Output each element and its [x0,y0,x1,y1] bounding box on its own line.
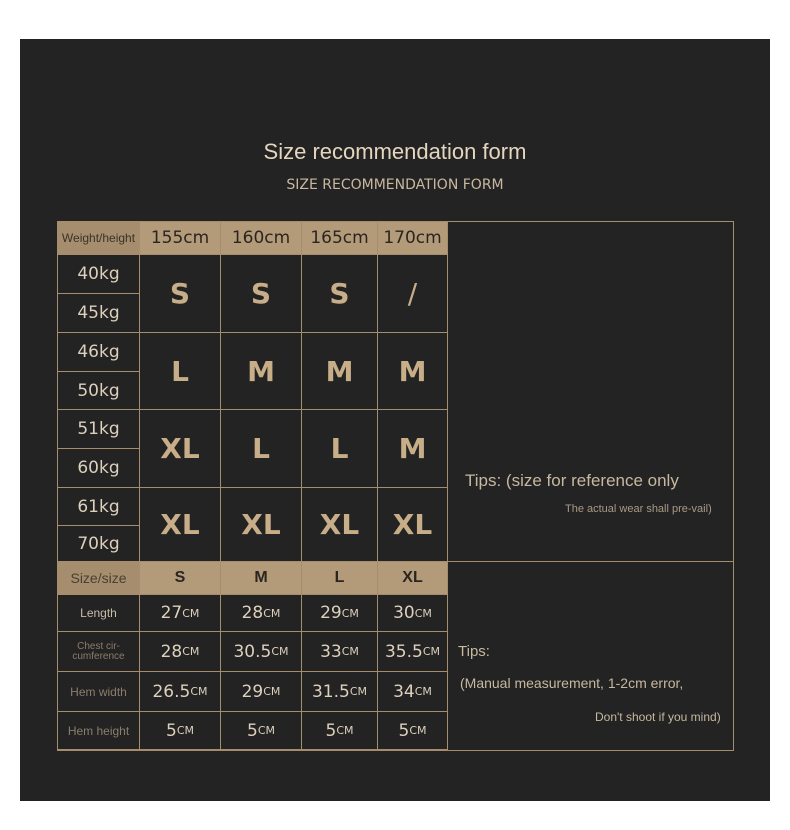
size-cell: M [378,410,448,488]
measurement-value: 27 CM [140,595,221,632]
measurement-label: Hem height [58,712,140,750]
corner-weight-height: Weight/height [58,222,140,255]
measurement-value: 28 CM [221,595,302,632]
measurement-value: 5 CM [140,712,221,750]
measurement-value: 5 CM [378,712,448,750]
tips-measurement-line1: (Manual measurement, 1-2cm error, [460,675,684,691]
size-cell: XL [221,488,302,562]
height-header: 155cm [140,222,221,255]
page-subtitle: SIZE RECOMMENDATION FORM [286,177,504,193]
measurement-value: 35.5 CM [378,632,448,672]
tips-measurement-line2: Don't shoot if you mind) [595,710,721,724]
size-header: XL [378,562,448,595]
size-header: S [140,562,221,595]
weight-label: 60kg [58,449,140,488]
weight-label: 50kg [58,372,140,410]
size-cell: S [221,255,302,333]
size-cell: M [221,333,302,410]
size-header: M [221,562,302,595]
size-header: L [302,562,378,595]
size-cell: L [221,410,302,488]
measurement-label: Length [58,595,140,632]
size-cell: / [378,255,448,333]
page-title: Size recommendation form [263,139,527,164]
weight-label: 51kg [58,410,140,449]
weight-label: 40kg [58,255,140,294]
tips-reference-note: The actual wear shall pre-vail) [565,503,712,515]
size-cell: XL [378,488,448,562]
corner-size: Size/size [58,562,140,595]
size-cell: S [302,255,378,333]
measurement-label: Hem width [58,672,140,712]
measurement-value: 29 CM [221,672,302,712]
size-cell: S [140,255,221,333]
measurement-value: 5 CM [302,712,378,750]
weight-label: 45kg [58,294,140,333]
measurement-value: 30.5 CM [221,632,302,672]
height-header: 165cm [302,222,378,255]
measurement-label: Chest cir-cumference [58,632,140,672]
tips-reference: Tips: (size for reference only [465,471,679,490]
size-cell: M [378,333,448,410]
weight-label: 70kg [58,526,140,562]
size-cell: L [140,333,221,410]
weight-label: 46kg [58,333,140,372]
measurement-value: 34 CM [378,672,448,712]
measurement-value: 31.5 CM [302,672,378,712]
measurement-value: 5 CM [221,712,302,750]
measurement-value: 28 CM [140,632,221,672]
tips-measurement-label: Tips: [458,643,490,660]
size-cell: M [302,333,378,410]
size-cell: XL [302,488,378,562]
measurement-value: 26.5 CM [140,672,221,712]
size-cell: L [302,410,378,488]
measurement-value: 29 CM [302,595,378,632]
height-header: 170cm [378,222,448,255]
measurement-value: 33 CM [302,632,378,672]
weight-label: 61kg [58,488,140,526]
size-cell: XL [140,488,221,562]
height-header: 160cm [221,222,302,255]
size-cell: XL [140,410,221,488]
measurement-value: 30 CM [378,595,448,632]
